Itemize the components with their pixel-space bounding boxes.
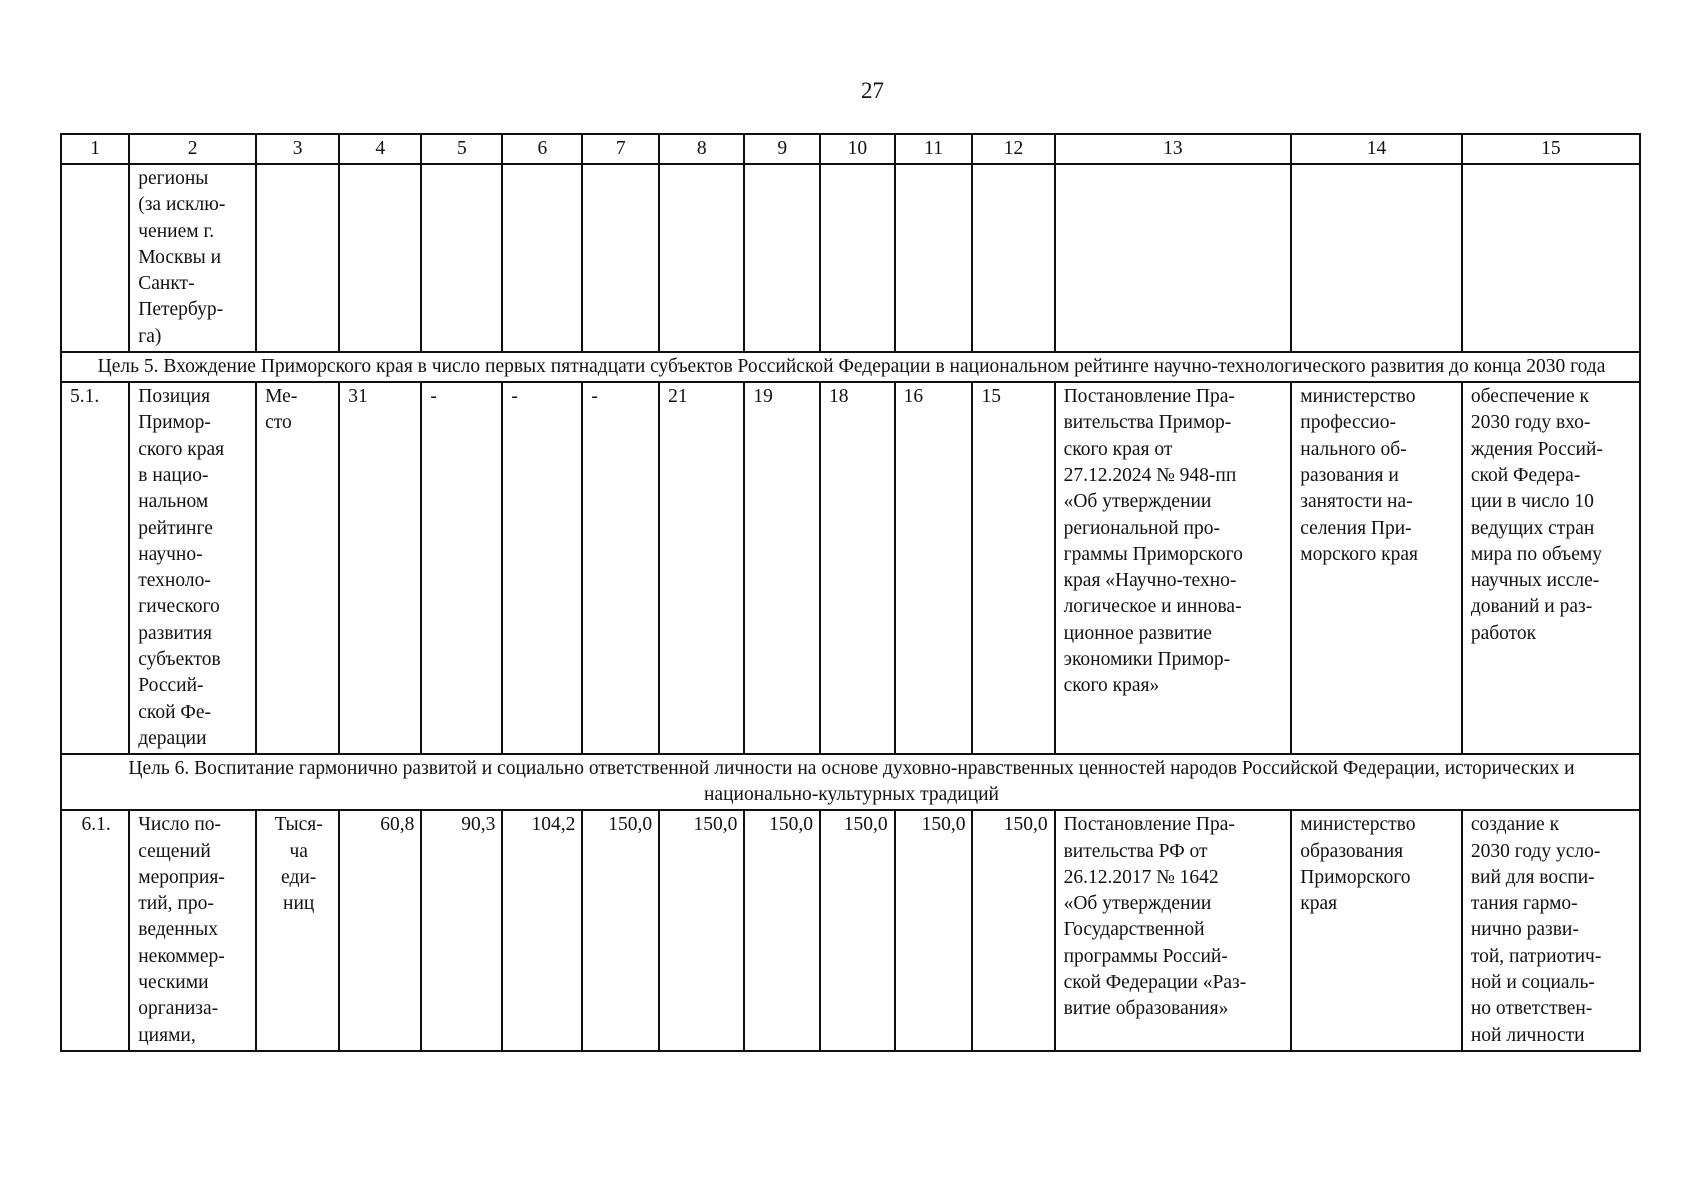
indicator-name-continued: регионы (за исклю- чением г. Москвы и Санкт- Петербур- га) (129, 164, 256, 352)
table-cell (972, 164, 1054, 352)
col-header: 10 (820, 134, 895, 164)
value-cell: 21 (659, 382, 744, 754)
col-header: 15 (1462, 134, 1640, 164)
table-cell (1291, 164, 1462, 352)
table-cell (744, 164, 820, 352)
page-number: 27 (861, 78, 884, 103)
table-row (61, 810, 1640, 1051)
col-header: 9 (744, 134, 820, 164)
value-cell: 150,0 (972, 810, 1054, 1051)
table-cell (1055, 164, 1292, 352)
value-cell: 31 (339, 382, 421, 754)
value-cell: 150,0 (895, 810, 973, 1051)
value-cell: 15 (972, 382, 1054, 754)
value-cell: 104,2 (502, 810, 582, 1051)
expected-result: создание к 2030 году усло- вий для воспи- тания гармо- нично разви- той, патриотич- ной и социаль- но ответствен- ной личности (1462, 810, 1640, 1051)
legal-document: Постановление Пра- вительства Примор- ского края от 27.12.2024 № 948-пп «Об утверждении региональной про- граммы Приморского края «Научно-техно- логическое и иннова- ционное развитие экономики Примор- ского края» (1055, 382, 1292, 754)
table-cell (1462, 164, 1640, 352)
table-cell (582, 164, 659, 352)
responsible-body: министерство образования Приморского края (1291, 810, 1462, 1051)
unit-of-measure: Ме- сто (256, 382, 339, 754)
col-header: 1 (61, 134, 129, 164)
table-cell (820, 164, 895, 352)
column-number-header (61, 134, 1640, 164)
expected-result: обеспечение к 2030 году вхо- ждения Россий- ской Федера- ции в число 10 ведущих стран мира по объему научных иссле- дований и раз- работок (1462, 382, 1640, 754)
table-cell (895, 164, 973, 352)
value-cell: - (582, 382, 659, 754)
value-cell: 60,8 (339, 810, 421, 1051)
indicator-name: Позиция Примор- ского края в нацио- нальном рейтинге научно- техноло- гического развития субъектов Россий- ской Фе- дерации (129, 382, 256, 754)
indicator-name: Число по- сещений мероприя- тий, про- веденных некоммер- ческими организа- циями, (129, 810, 256, 1051)
col-header: 6 (502, 134, 582, 164)
value-cell: 90,3 (421, 810, 502, 1051)
col-header: 7 (582, 134, 659, 164)
table-cell (502, 164, 582, 352)
indicators-table (60, 133, 1641, 1052)
table-cell (659, 164, 744, 352)
value-cell: 150,0 (820, 810, 895, 1051)
table-cell (339, 164, 421, 352)
value-cell: 16 (895, 382, 973, 754)
goal-row (61, 352, 1640, 382)
col-header: 2 (129, 134, 256, 164)
col-header: 8 (659, 134, 744, 164)
col-header: 5 (421, 134, 502, 164)
value-cell: 18 (820, 382, 895, 754)
col-header: 14 (1291, 134, 1462, 164)
row-id: 6.1. (61, 810, 129, 1051)
value-cell: - (421, 382, 502, 754)
col-header: 13 (1055, 134, 1292, 164)
legal-document: Постановление Пра- вительства РФ от 26.12.2017 № 1642 «Об утверждении Государственной программы Россий- ской Федерации «Раз- витие образования» (1055, 810, 1292, 1051)
table-cell (61, 164, 129, 352)
goal-6-heading: Цель 6. Воспитание гармонично развитой и социально ответственной личности на основе духовно-нравственных ценностей народов Российской Федерации, исторических и национально-культурных традиций (61, 754, 1640, 810)
goal-row (61, 754, 1640, 810)
col-header: 4 (339, 134, 421, 164)
unit-of-measure: Тыся- ча еди- ниц (256, 810, 339, 1051)
table-row (61, 382, 1640, 754)
col-header: 12 (972, 134, 1054, 164)
continuation-row (61, 164, 1640, 352)
col-header: 11 (895, 134, 973, 164)
value-cell: 150,0 (744, 810, 820, 1051)
value-cell: 150,0 (582, 810, 659, 1051)
table-cell (256, 164, 339, 352)
responsible-body: министерство профессио- нального об- разования и занятости на- селения При- морского края (1291, 382, 1462, 754)
col-header: 3 (256, 134, 339, 164)
value-cell: 150,0 (659, 810, 744, 1051)
goal-5-heading: Цель 5. Вхождение Приморского края в число первых пятнадцати субъектов Российской Федерации в национальном рейтинге научно-технологического развития до конца 2030 года (61, 352, 1640, 382)
row-id: 5.1. (61, 382, 129, 754)
table-cell (421, 164, 502, 352)
value-cell: 19 (744, 382, 820, 754)
value-cell: - (502, 382, 582, 754)
